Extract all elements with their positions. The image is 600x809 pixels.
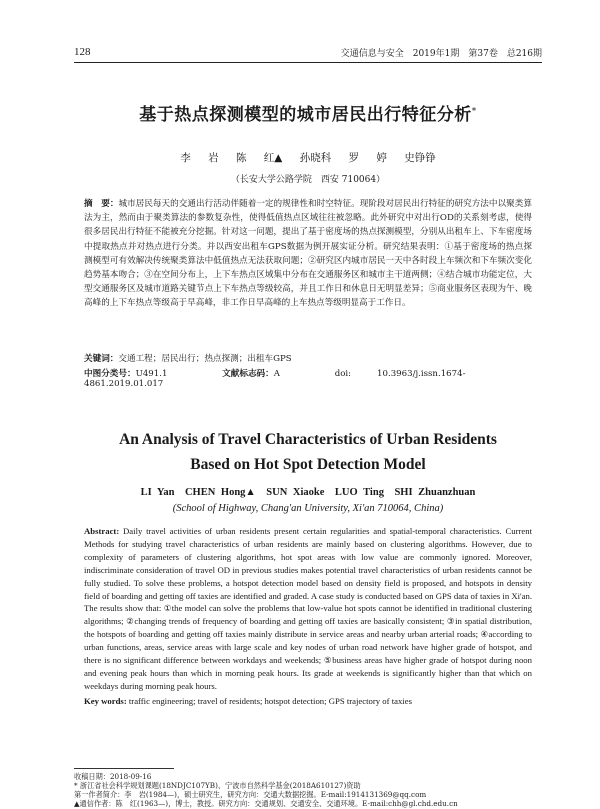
english-keywords (84, 696, 532, 706)
english-abstract (84, 525, 532, 693)
header-rule (74, 62, 542, 63)
english-authors: LI Yan CHEN Hong▲ SUN Xiaoke LUO Ting SHI Zhuanzhuan (140, 487, 476, 498)
english-title (74, 427, 542, 477)
journal-info: 交通信息与安全 2019年1期 第37卷 总216期 (340, 49, 542, 59)
english-abstract-label: Abstract: (84, 526, 120, 536)
footnote-received: 收稿日期：2018-09-16 (74, 772, 152, 781)
chinese-keywords (84, 352, 532, 364)
chinese-authors: 李 岩 陈 红▲ 孙晓科 罗 婷 史铮铮 (180, 152, 436, 164)
chinese-abstract-text: 城市居民每天的交通出行活动伴随着一定的规律性和时空特征。现阶段对居民出行特征的研究方法中以聚类算法为主，然而由于聚类算法的参数复杂性，使得低值热点区域往往被忽略。此外研究中对出行OD的关系刻考虑，使得很多居民出行特征不能被充分挖掘。针对这一问题，提出了基于密度场的热点探测模型，分别从出租车上、下车密度场中提取热点并对热点进行分类。并以西安出租车GPS数据为例开展实证分析。研究结果表明：①基于密度场的热点探测模型可有效解决传统聚类算法中低值热点无法获取问题；②研究区内城市居民一天中各时段上车频次和下车频次变化趋势基本吻合；③在空间分布上，上下车热点区域集中分布在交通服务区和城市主干道两侧；④结合城市功能定位，大型交通服务区及城市道路关键节点上下车热点等级较高，并且工作日和休息日无明显差异；⑤商业服务区表现为午、晚高峰的上下车热点等级高于早高峰，非工作日早高峰的上车热点等级明显高于工作日。 (84, 199, 532, 309)
page-number: 128 (74, 46, 91, 58)
chinese-keywords-label: 关键词： (84, 354, 119, 364)
class-label: 中图分类号： (84, 369, 136, 379)
doi-value: 10.3963/j.issn.1674-4861.2019.01.017 (84, 369, 466, 389)
title-footnote-mark: * (471, 106, 477, 117)
english-affiliation: (School of Highway, Chang'an University, Xi'an 710064, China) (172, 503, 444, 514)
chinese-keywords-text: 交通工程；居民出行；热点探测；出租车GPS (118, 354, 292, 364)
doi-label: doi: (334, 369, 352, 379)
english-keywords-text: traffic engineering; travel of residents; hotspot detection; GPS trajectory of taxies (128, 696, 412, 706)
chinese-affiliation: （长安大学公路学院 西安 710064） (230, 175, 386, 185)
classification-line (84, 367, 532, 389)
chinese-title-text: 基于热点探测模型的城市居民出行特征分析 (139, 105, 472, 125)
english-abstract-text: Daily travel activities of urban residents present certain regularities and spatial-temporal characteristics. Current Methods for studying travel characteristics of urban residents are mainly based on clustering algorithms. However, due to complexity of parameters of clustering algorithms, hot spot areas with low value are commonly ignored. Moreover, indiscriminate consideration of travel OD in previous studies makes potential travel characteristics of urban residents cannot be fully studied. To solve these problems, a hotspot detection model based on density field is proposed, and hotspots in density field of boarding and getting off taxies are identified and graded. A case study is conducted based on GPS data of taxies in Xi'an. The results show that: ①the model can solve the problems that low-value hot spots cannot be identified in traditional clustering algorithms; ②changing trends of frequency of boarding and getting off taxies are basically consistent; ③in spatial distribution, the hotspots of boarding and getting off taxies mainly distribute in service areas and nearby urban arterial roads; ④according to urban functions, areas, service areas with large scale and key nodes of urban road network have higher grade of hotspot, and there is no significant difference between workdays and weekends; ⑤business areas have higher grade of hotspot during noon and evening peak hours than which in morning peak hours. Its grade at weekends is significantly higher than that which on weekdays during morning peak hours. (84, 526, 533, 691)
english-title-line1: An Analysis of Travel Characteristics of Urban Residents (119, 431, 497, 448)
running-header (74, 46, 542, 60)
footnote-fund: * 浙江省社会科学规划课题(18NDJC107YB)、宁波市自然科学基金(2018A610127)资助 (74, 781, 361, 790)
chinese-title (74, 100, 542, 125)
chinese-abstract-label: 摘 要： (84, 199, 119, 209)
footnote-corresponding: ▲通信作者：陈 红(1963—)，博士，教授。研究方向：交通规划、交通安全、交通环境。E-mail:chh@gl.chd.edu.cn (74, 799, 458, 808)
english-title-line2: Based on Hot Spot Detection Model (190, 456, 426, 473)
footnote-first-author: 第一作者简介：李 岩(1984—)，硕士研究生，研究方向：交通大数据挖掘。E-mail:1914131369@qq.com (74, 790, 427, 799)
chinese-abstract (84, 197, 532, 311)
footnote-rule (74, 768, 174, 769)
english-keywords-label: Key words: (84, 696, 127, 706)
doc-code-label: 文献标志码： (222, 369, 274, 379)
class-value: U491.1 (135, 369, 168, 379)
doc-code-value: A (273, 369, 280, 379)
